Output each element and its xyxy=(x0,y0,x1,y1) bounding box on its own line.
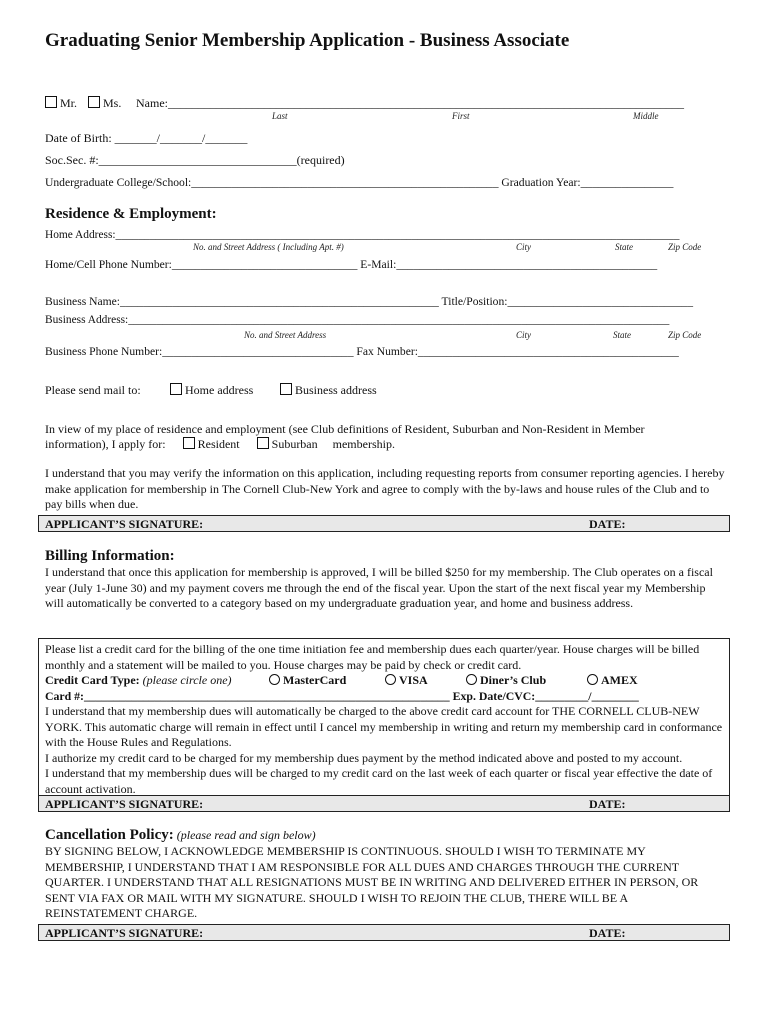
home-street-sublabel: No. and Street Address ( Including Apt. #) xyxy=(193,242,344,252)
authorize-text: I authorize my credit card to be charged for my membership dues payment by the method indicated above and posted to my account. xyxy=(45,751,683,765)
date-label: DATE: xyxy=(589,517,626,531)
business-address-checkbox[interactable] xyxy=(280,383,292,395)
diners-radio-icon xyxy=(466,674,477,685)
cancellation-hint: (please read and sign below) xyxy=(176,828,316,842)
view-text-line1: In view of my place of residence and employment (see Club definitions of Resident, Suburban and Non-Resident in Member xyxy=(45,422,645,436)
signature-bar-1[interactable] xyxy=(38,515,730,532)
credit-card-intro: Please list a credit card for the billing of the one time initiation fee and membership dues each quarter/year. House charges will be billed monthly and a statement will be mailed to you. House charges may be paid by check or credit card. xyxy=(45,642,700,672)
card-type-hint: (please circle one) xyxy=(142,673,232,687)
dob-field[interactable]: Date of Birth: _______/_______/_______ xyxy=(45,131,248,145)
verification-text: I understand that you may verify the information on this application, including requesting reports from consumer reporting agencies. I hereby make application for membership in The Cornell Club-New York and agree to comply with the by-laws and house rules of the Club and to pay bills when due. xyxy=(45,466,725,511)
business-phone-fax-field[interactable]: Business Phone Number:_________________________________ Fax Number:_____________________________________________ xyxy=(45,345,679,358)
ms-label: Ms. xyxy=(103,96,122,110)
billing-text: I understand that once this application for membership is approved, I will be billed $250 for my membership. The Club operates on a fiscal year (July 1-June 30) and my payment covers me through the end of the fiscal year. Upon the start of the next fiscal year my Membership will automatically be converted to a category based on my undergraduate graduation year, and home and business address. xyxy=(45,565,713,610)
date-label-3: DATE: xyxy=(589,926,626,940)
name-field[interactable]: Name:______________________________________________________________________________________ xyxy=(136,96,684,110)
card-type-text: Credit Card Type: xyxy=(45,673,140,687)
date-label-2: DATE: xyxy=(589,797,626,811)
card-option-mastercard[interactable] xyxy=(269,673,346,688)
business-name-field[interactable]: Business Name:_______________________________________________________ Title/Position:________________________________ xyxy=(45,295,693,308)
title-options xyxy=(45,96,121,111)
mastercard-label: MasterCard xyxy=(283,673,347,687)
billing-heading: Billing Information: xyxy=(45,548,175,564)
membership-type-row xyxy=(45,437,395,452)
page-title: Graduating Senior Membership Application - Business Associate xyxy=(45,30,570,51)
home-zip-sublabel: Zip Code xyxy=(668,242,702,252)
cancellation-text: BY SIGNING BELOW, I ACKNOWLEDGE MEMBERSHIP IS CONTINUOUS. SHOULD I WISH TO TERMINATE MY MEMBERSHIP, I UNDERSTAND THAT I AM RESPONSIBLE FOR ALL DUES AND CHARGES THROUGH THE CURRENT QUARTER. I UNDERSTAND THAT ALL RESIGNATIONS MUST BE IN WRITING AND DELIVERED EITHER IN PERSON, OR SENT VIA FAX OR MAIL WITH MY SIGNATURE. SHOULD I WISH TO REJOIN THE CLUB, THERE WILL BE A REINSTATEMENT CHARGE. xyxy=(45,844,699,920)
resident-label: Resident xyxy=(197,437,240,451)
mr-label: Mr. xyxy=(60,96,78,110)
send-mail-label: Please send mail to: xyxy=(45,383,141,397)
ssn-field[interactable]: Soc.Sec. #:_________________________________(required) xyxy=(45,153,345,167)
phone-email-field[interactable]: Home/Cell Phone Number:________________________________ E-Mail:_____________________________________________ xyxy=(45,258,658,271)
card-option-diners[interactable] xyxy=(466,673,546,688)
visa-label: VISA xyxy=(399,673,428,687)
card-option-visa[interactable] xyxy=(385,673,428,688)
home-address-option[interactable] xyxy=(170,383,253,398)
signature-bar-3[interactable] xyxy=(38,924,730,941)
first-sublabel: First xyxy=(452,111,470,121)
business-address-option[interactable] xyxy=(280,383,377,398)
middle-sublabel: Middle xyxy=(633,111,659,121)
last-sublabel: Last xyxy=(272,111,288,121)
mr-checkbox[interactable] xyxy=(45,96,57,108)
business-street-sublabel: No. and Street Address xyxy=(244,330,327,340)
signature-label-3: APPLICANT’S SIGNATURE: xyxy=(45,926,204,940)
ms-checkbox[interactable] xyxy=(88,96,100,108)
signature-label-2: APPLICANT’S SIGNATURE: xyxy=(45,797,204,811)
card-type-label xyxy=(45,673,232,688)
card-number-field[interactable]: Card #:______________________________________________________________ Exp. Date/CVC:_________/________ xyxy=(45,689,639,703)
cancellation-heading: Cancellation Policy: xyxy=(45,827,174,843)
resident-checkbox[interactable] xyxy=(183,437,195,449)
business-address-field[interactable]: Business Address:_______________________________________________________________________________________________ xyxy=(45,314,670,326)
home-address-option-label: Home address xyxy=(185,383,254,397)
home-address-field[interactable]: Home Address:___________________________________________________________________________________________________ xyxy=(45,229,680,241)
membership-label: membership. xyxy=(332,437,395,451)
card-option-amex[interactable] xyxy=(587,673,638,688)
visa-radio-icon xyxy=(385,674,396,685)
signature-label: APPLICANT’S SIGNATURE: xyxy=(45,517,204,531)
suburban-label: Suburban xyxy=(271,437,318,451)
business-state-sublabel: State xyxy=(613,330,631,340)
credit-card-box xyxy=(38,638,730,812)
quarterly-charge-text: I understand that my membership dues will be charged to my credit card on the last week of each quarter or fiscal year effective the date of account activation. xyxy=(45,766,713,796)
amex-label: AMEX xyxy=(601,673,638,687)
amex-radio-icon xyxy=(587,674,598,685)
cancellation-heading-row xyxy=(45,827,316,844)
view-text-line2: information), I apply for: xyxy=(45,437,166,451)
signature-bar-2[interactable] xyxy=(38,795,730,812)
auto-charge-text: I understand that my membership dues will automatically be charged to the above credit card account for THE CORNELL CLUB-NEW YORK. This automatic charge will remain in effect until I cancel my membership in writing and return my membership card in conformance with the House Rules and Regulations. xyxy=(45,704,723,749)
home-state-sublabel: State xyxy=(615,242,633,252)
home-address-checkbox[interactable] xyxy=(170,383,182,395)
business-address-option-label: Business address xyxy=(295,383,377,397)
business-city-sublabel: City xyxy=(516,330,531,340)
business-zip-sublabel: Zip Code xyxy=(668,330,702,340)
residence-heading: Residence & Employment: xyxy=(45,206,217,222)
home-city-sublabel: City xyxy=(516,242,531,252)
suburban-checkbox[interactable] xyxy=(257,437,269,449)
mastercard-radio-icon xyxy=(269,674,280,685)
college-field[interactable]: Undergraduate College/School:_____________________________________________________ Graduation Year:________________ xyxy=(45,176,674,189)
diners-label: Diner’s Club xyxy=(480,673,547,687)
